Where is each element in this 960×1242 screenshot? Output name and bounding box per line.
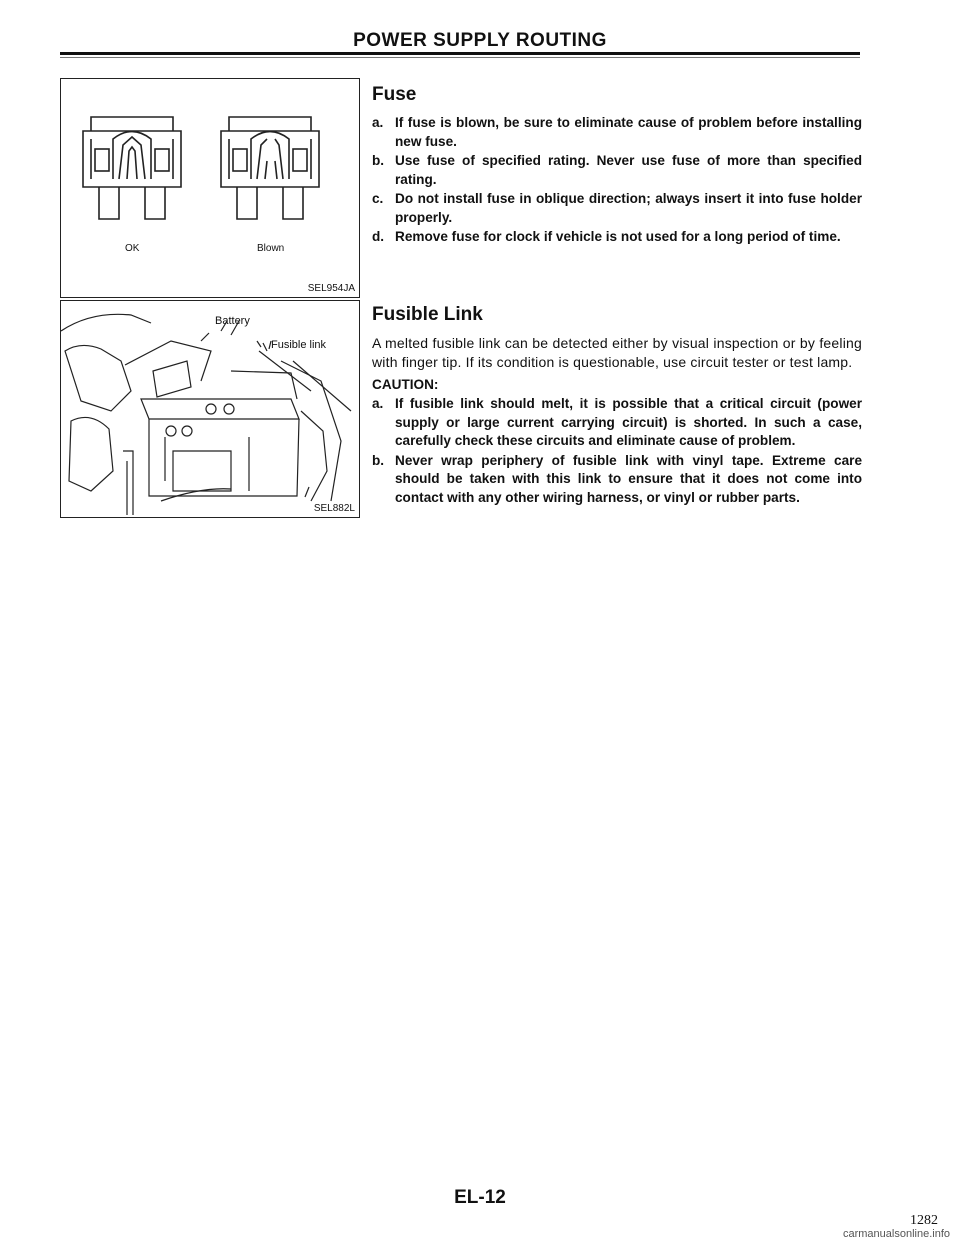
- fuse-ok-drawing: [83, 117, 181, 219]
- fusible-link-section: [372, 304, 862, 508]
- list-item: b. Use fuse of specified rating. Never use fuse of more than specified rating.: [372, 153, 862, 187]
- fuse-blown-drawing: [221, 117, 319, 219]
- list-item: d. Remove fuse for clock if vehicle is not used for a long period of time.: [372, 229, 841, 244]
- fusible-link-heading: Fusible Link: [372, 304, 483, 325]
- fusible-link-label: Fusible link: [271, 339, 327, 351]
- figure-code: SEL882L: [313, 503, 355, 514]
- list-item: b. Never wrap periphery of fusible link with vinyl tape. Extreme care should be taken with this link to ensure that it does not come into contact with any other wiring harness, or vinyl or rubber parts.: [372, 452, 862, 505]
- list-item: c. Do not install fuse in oblique direction; always insert it into fuse holder properly.: [372, 191, 862, 225]
- battery-label: Battery: [215, 315, 250, 327]
- fuse-figure: [60, 78, 360, 298]
- fusible-link-paragraph: A melted fusible link can be detected either by visual inspection or by feeling with finger tip. If its condition is questionable, use circuit tester or test lamp.: [372, 335, 862, 370]
- fuse-list: [372, 114, 862, 247]
- fuse-ok-label: OK: [125, 243, 140, 254]
- figure-code: SEL954JA: [307, 283, 355, 294]
- page-label: EL-12: [454, 1187, 506, 1208]
- engine-bay-illustration: [61, 301, 359, 517]
- caution-list: [372, 395, 862, 507]
- watermark-site: carmanualsonline.info: [842, 1228, 950, 1240]
- engine-bay-figure: [60, 300, 360, 518]
- fuse-heading: Fuse: [372, 84, 417, 105]
- list-item: a. If fusible link should melt, it is possible that a critical circuit (power supply or large current carrying circuit) is shorted. In such a case, carefully check these circuits and eliminate cause of problem.: [372, 396, 862, 448]
- battery-body: [149, 419, 299, 496]
- header-rule-thin: [60, 57, 860, 58]
- caution-label: CAUTION:: [372, 377, 439, 392]
- fuse-section: [372, 84, 862, 248]
- page-title: POWER SUPPLY ROUTING: [353, 30, 607, 51]
- list-item: a. If fuse is blown, be sure to eliminate cause of problem before installing new fuse.: [372, 115, 862, 149]
- fuse-blown-label: Blown: [257, 243, 285, 254]
- header-rule: [60, 52, 860, 55]
- battery-top: [141, 399, 299, 419]
- fuse-illustration: [61, 79, 359, 297]
- page-number: 1282: [910, 1213, 938, 1228]
